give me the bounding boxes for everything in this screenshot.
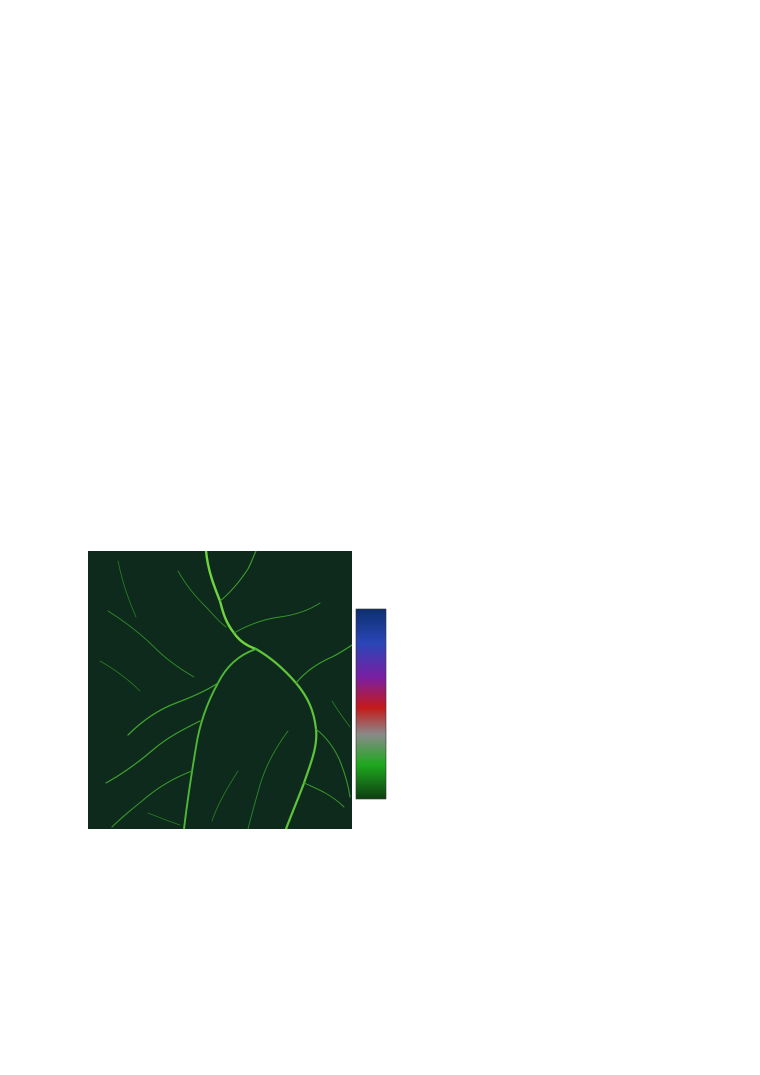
spi-legend	[352, 551, 434, 829]
spi-map	[88, 551, 352, 829]
legend-panel	[352, 551, 434, 829]
map-background	[88, 551, 352, 829]
spi-figure	[88, 551, 434, 829]
color-ramp	[356, 609, 386, 799]
